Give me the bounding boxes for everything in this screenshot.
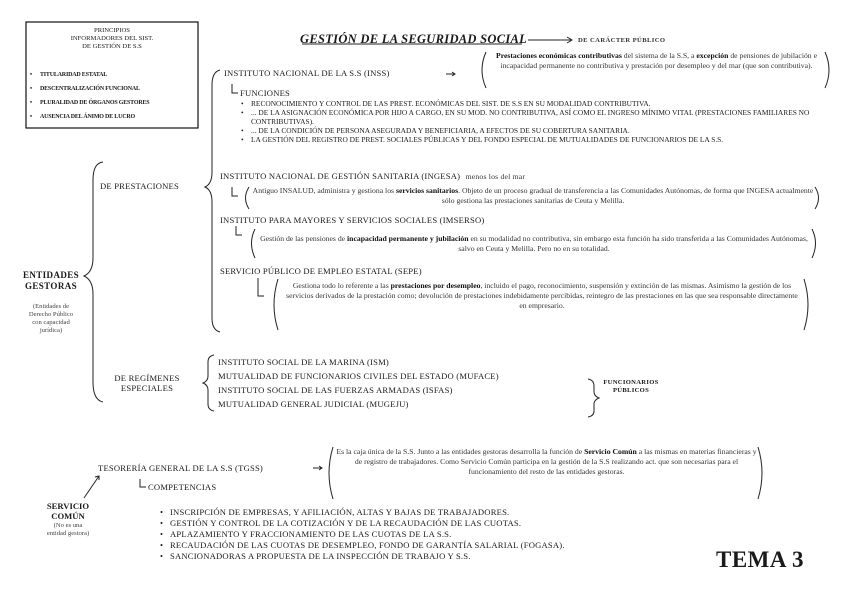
sepe-description: Gestiona todo lo referente a las prestaciones por desempleo, incluido el pago, reconocimiento, suspensión y extinción de las mismas. Asimismo la gestión de los servicios derivados de la prestación como; devolución de prestaciones indebidamente percibidas, reintegro de las prestaciones en las que sea responsable directamente en empresario.: [286, 281, 798, 310]
principio-item: • AUSENCIA DEL ÁNIMO DE LUCRO: [40, 110, 149, 124]
competencia-item: • SANCIONADORAS A PROPUESTA DE LA INSPECCIÓN DE TRABAJO Y S.S.: [170, 551, 565, 562]
ingesa-note: menos los del mar: [465, 172, 526, 181]
competencias-label: COMPETENCIAS: [148, 482, 217, 492]
competencias-list: [170, 507, 565, 562]
prestaciones-label: DE PRESTACIONES: [100, 181, 179, 191]
regimen-item: MUTUALIDAD GENERAL JUDICIAL (MUGEJU): [218, 399, 409, 409]
tgss-description: Es la caja única de la S.S. Junto a las entidades gestoras desarrolla la función de Servicio Común a las mismas en materias financieras y de registro de trabajadores. Como Servicio Común participa en la gestión de la S.S realizando act. que son necesarias para el funcionamiento del resto de las entidades gestoras.: [336, 447, 757, 476]
servicio-comun-sublabel: (No es una entidad gestora): [46, 522, 90, 537]
competencia-item: • RECAUDACIÓN DE LAS CUOTAS DE DESEMPLEO, FONDO DE GARANTÍA SALARIAL (FOGASA).: [170, 540, 565, 551]
ingesa-description: Antiguo INSALUD, administra y gestiona los servicios sanitarios. Objeto de un proceso gradual de transferencia a las Comunidades Autónomas, de forma que INGESA actualmente sólo gestiona las prestaciones sanitarias de Ceuta y Melilla.: [252, 186, 814, 205]
principios-heading: PRINCIPIOS INFORMADORES DEL SIST. DE GESTIÓN DE S.S: [70, 27, 154, 50]
principios-list: [40, 68, 149, 124]
competencia-item: • INSCRIPCIÓN DE EMPRESAS, Y AFILIACIÓN, ALTAS Y BAJAS DE TRABAJADORES.: [170, 507, 565, 518]
principio-item: • DESCENTRALIZACIÓN FUNCIONAL: [40, 82, 149, 96]
funcion-item: • LA GESTIÓN DEL REGISTRO DE PREST. SOCIALES PÚBLICAS Y DEL FONDO ESPECIAL DE MUTUALIDADES DE FUNCIONARIOS DE LA S.S.: [251, 135, 836, 144]
entidades-gestoras-label: ENTIDADES GESTORAS: [22, 270, 80, 291]
funciones-list: [251, 99, 836, 144]
competencia-item: • APLAZAMIENTO Y FRACCIONAMIENTO DE LAS CUOTAS DE LA S.S.: [170, 529, 565, 540]
competencia-item: • GESTIÓN Y CONTROL DE LA COTIZACIÓN Y DE LA RECAUDACIÓN DE LAS CUOTAS.: [170, 518, 565, 529]
funcion-item: • RECONOCIMIENTO Y CONTROL DE LAS PREST. ECONÓMICAS DEL SIST. DE S.S EN SU MODALIDAD CONTRIBUTIVA.: [251, 99, 836, 108]
funcion-item: • ... DE LA ASIGNACIÓN ECONÓMICA POR HIJO A CARGO, EN SU MOD. NO CONTRIBUTIVA, ASÍ COMO EL INGRESO MÍNIMO VITAL (PRESTACIONES FAMILIARES NO CONTRIBUTIVAS).: [251, 108, 811, 126]
regimen-item: INSTITUTO SOCIAL DE LAS FUERZAS ARMADAS (ISFAS): [218, 385, 453, 395]
title-note: DE CARÁCTER PÚBLICO: [578, 37, 666, 44]
ingesa-name: INSTITUTO NACIONAL DE GESTIÓN SANITARIA (INGESA) menos los del mar: [220, 171, 526, 181]
tema-label: TEMA 3: [716, 547, 804, 572]
inss-name: INSTITUTO NACIONAL DE LA S.S (INSS): [224, 68, 390, 78]
principio-item: • PLURALIDAD DE ÓRGANOS GESTORES: [40, 96, 149, 110]
regimen-item: MUTUALIDAD DE FUNCIONARIOS CIVILES DEL ESTADO (MUFACE): [218, 371, 499, 381]
imserso-description: Gestión de las pensiones de incapacidad permanente y jubilación en su modalidad no contributiva, sin embargo esta función ha sido transferida a las Comunidades Autónomas, salvo en Ceuta y Melilla. Pero no en su totalidad.: [260, 234, 808, 253]
servicio-comun-label: SERVICIO COMÚN: [46, 501, 90, 521]
principio-item: • TITULARIDAD ESTATAL: [40, 68, 149, 82]
funcion-item: • ... DE LA CONDICIÓN DE PERSONA ASEGURADA Y BENEFICIARIA, A EFECTOS DE SU COBERTURA SANITARIA.: [251, 126, 836, 135]
regimenes-label: DE REGÍMENES ESPECIALES: [114, 373, 180, 393]
imserso-name: INSTITUTO PARA MAYORES Y SERVICIOS SOCIALES (IMSERSO): [220, 215, 485, 225]
inss-description: Prestaciones económicas contributivas del sistema de la S.S, a excepción de pensiones de jubilación e incapacidad permanente no contributiva y prestación por desempleo y del mar (que son contributiva).: [496, 51, 817, 70]
regimen-item: INSTITUTO SOCIAL DE LA MARINA (ISM): [218, 357, 389, 367]
funciones-label: FUNCIONES: [240, 88, 291, 98]
funcionarios-publicos-note: FUNCIONARIOS PÚBLICOS: [603, 379, 659, 394]
page-title: GESTIÓN DE LA SEGURIDAD SOCIAL: [300, 32, 528, 46]
entidades-gestoras-sublabel: (Entidades de Derecho Público con capacidad jurídica): [28, 303, 74, 334]
tgss-name: TESORERÍA GENERAL DE LA S.S (TGSS): [98, 463, 263, 473]
sepe-name: SERVICIO PÚBLICO DE EMPLEO ESTATAL (SEPE): [220, 266, 422, 276]
regimenes-list: [218, 355, 499, 411]
